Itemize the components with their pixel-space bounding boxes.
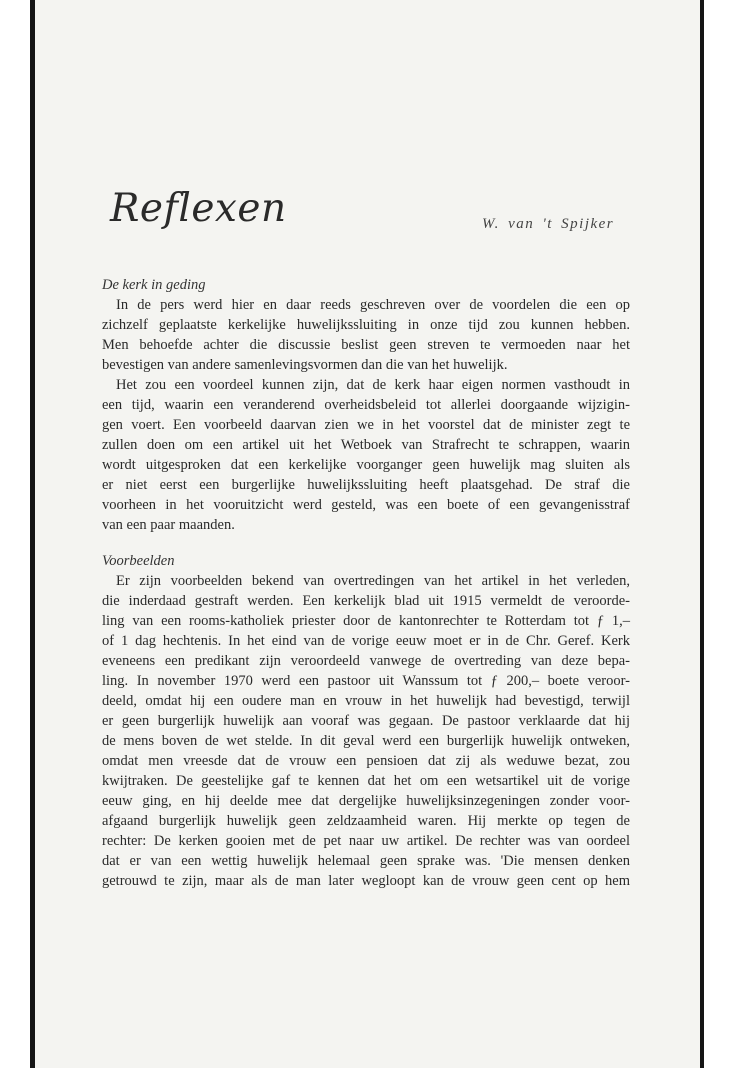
text-line: wordt uitgesproken dat een kerkelijke voorganger geen huwelijk mag sluiten als — [102, 457, 630, 473]
text-line: Er zijn voorbeelden bekend van overtredingen van het artikel in het verleden, — [116, 573, 630, 589]
text-line: In de pers werd hier en daar reeds geschreven over de voordelen die een op — [116, 297, 630, 313]
text-line: eeuw ging, en hij deelde mee dat dergelijke huwelijksinzegeningen zonder voor- — [102, 793, 630, 809]
text-line: ling. In november 1970 werd een pastoor uit Wanssum tot ƒ 200,– boete veroor- — [102, 673, 630, 689]
article-author: W. van 't Spijker — [482, 216, 615, 232]
text-line: er geen burgerlijk huwelijk aan vooraf was gegaan. De pastoor verklaarde dat hij — [102, 713, 630, 729]
text-line: Men behoefde achter die discussie beslist geen streven te vermoeden naar het — [102, 337, 630, 353]
text-line: ling van een rooms-katholiek priester door de kantonrechter te Rotterdam tot ƒ 1,– — [102, 613, 630, 629]
page-edge-left — [30, 0, 35, 1068]
text-line: de mens boven de wet stelde. In dit geval werd een burgerlijk huwelijk ontweken, — [102, 733, 630, 749]
page-edge-right — [700, 0, 704, 1068]
text-line: of 1 dag hechtenis. In het eind van de vorige eeuw moet er in de Chr. Geref. Kerk — [102, 633, 630, 649]
text-line: bevestigen van andere samenlevingsvormen dan die van het huwelijk. — [102, 357, 508, 373]
text-line: Het zou een voordeel kunnen zijn, dat de kerk haar eigen normen vasthoudt in — [116, 377, 630, 393]
article-body — [102, 275, 630, 891]
text-line: rechter: De kerken gooien met de pet naar uw artikel. De rechter was van oordeel — [102, 833, 630, 849]
text-line: er niet eerst een burgerlijke huwelijkssluiting heeft plaatsgehad. De straf die — [102, 477, 630, 493]
text-line: kwijtraken. De geestelijke gaf te kennen dat het om een wetsartikel uit de vorige — [102, 773, 630, 789]
text-line: voorheen in het vooruitzicht werd gesteld, was een boete of een gevangenisstraf — [102, 497, 630, 513]
section-heading: De kerk in geding — [102, 277, 206, 293]
article-title: Reflexen — [110, 186, 287, 231]
text-line: dat er van een wettig huwelijk helemaal geen sprake was. 'Die mensen denken — [102, 853, 630, 869]
text-line: getrouwd te zijn, maar als de man later wegloopt kan de vrouw geen cent op hem — [102, 873, 630, 889]
text-line: deeld, omdat hij een oudere man en vrouw in het huwelijk had bevestigd, terwijl — [102, 693, 630, 709]
text-line: zichzelf geplaatste kerkelijke huwelijkssluiting in onze tijd zou kunnen hebben. — [102, 317, 630, 333]
text-line: gen voert. Een voorbeeld daarvan zien we in het voorstel dat de minister zegt te — [102, 417, 630, 433]
text-line: afgaand burgerlijk huwelijk geen zeldzaamheid waren. Hij merkte op tegen de — [102, 813, 630, 829]
text-line: een tijd, waarin een veranderend overheidsbeleid tot allerlei doorgaande wijzigin- — [102, 397, 630, 413]
section-heading: Voorbeelden — [102, 553, 175, 569]
text-line: eveneens een predikant zijn veroordeeld vanwege de overtreding van deze bepa- — [102, 653, 630, 669]
text-line: omdat men vreesde dat de vrouw een pensioen dat zij als weduwe bezat, zou — [102, 753, 630, 769]
text-line: van een paar maanden. — [102, 517, 235, 533]
text-line: die inderdaad gestraft werden. Een kerkelijk blad uit 1915 vermeldt de veroorde- — [102, 593, 630, 609]
section-gap — [102, 535, 630, 551]
text-line: zullen doen om een artikel uit het Wetboek van Strafrecht te schrappen, waarin — [102, 437, 630, 453]
